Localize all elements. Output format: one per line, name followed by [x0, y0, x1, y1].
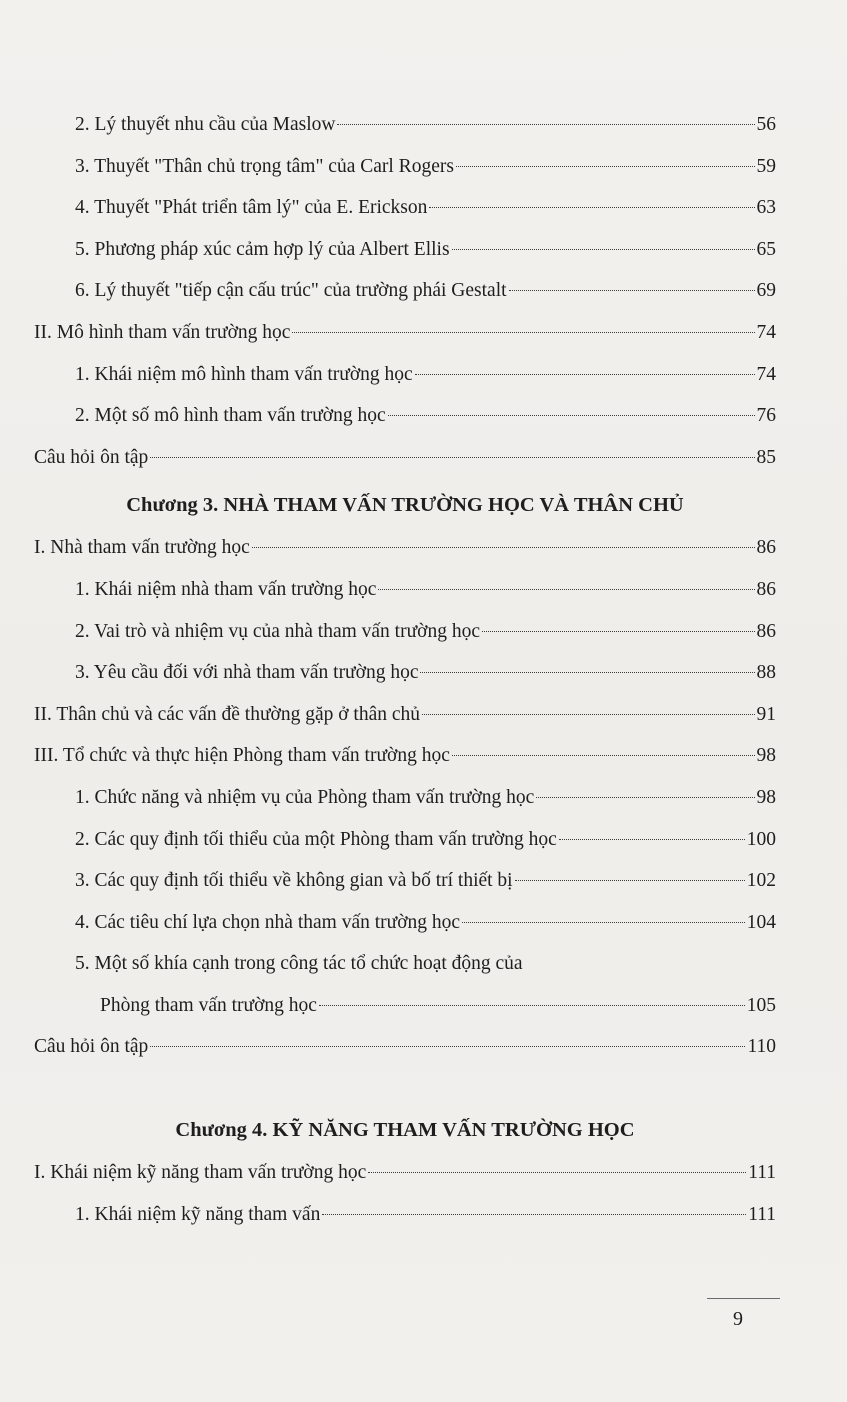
toc-entry-page: 85: [756, 446, 776, 468]
toc-entry: [34, 146, 776, 188]
toc-entry: [34, 312, 776, 354]
toc-entry: [34, 569, 776, 611]
leader-dots: [452, 755, 755, 756]
toc-entry: [34, 1026, 776, 1068]
toc-entry-label: 3. Yêu cầu đối với nhà tham vấn trường học: [75, 662, 419, 684]
toc-entry: [34, 652, 776, 694]
toc-entry: [34, 777, 776, 819]
toc-entry: [34, 437, 776, 479]
leader-dots: [415, 374, 755, 375]
toc-entry: [34, 270, 776, 312]
toc-entry-page: 65: [756, 238, 776, 260]
toc-entry-label: Phòng tham vấn trường học: [100, 994, 317, 1016]
leader-dots: [378, 589, 754, 590]
toc-entry-page: 69: [756, 280, 776, 302]
leader-dots: [559, 839, 745, 840]
toc-entry-page: 86: [756, 578, 776, 600]
toc-entry-label: 5. Phương pháp xúc cảm hợp lý của Albert Ellis: [75, 238, 450, 260]
toc-entry: [34, 860, 776, 902]
toc-entry-page: 59: [756, 155, 776, 177]
table-of-contents: [34, 104, 776, 1235]
toc-entry-label: 3. Thuyết "Thân chủ trọng tâm" của Carl Rogers: [75, 155, 454, 177]
toc-entry-label: 1. Khái niệm mô hình tham vấn trường học: [75, 363, 413, 385]
toc-entry-label: 2. Vai trò và nhiệm vụ của nhà tham vấn trường học: [75, 620, 481, 642]
toc-entry-page: 56: [756, 114, 776, 135]
toc-entry-page: 110: [747, 1036, 776, 1058]
toc-entry: [34, 187, 776, 229]
toc-entry-label: II. Thân chủ và các vấn đề thường gặp ở thân chủ: [34, 703, 421, 725]
toc-entry-page: 98: [756, 745, 776, 767]
leader-dots: [322, 1214, 746, 1215]
toc-entry-page: 105: [746, 994, 776, 1016]
leader-dots: [509, 290, 755, 291]
toc-entry-label: I. Khái niệm kỹ năng tham vấn trường học: [34, 1162, 367, 1184]
chapter-heading: Chương 4. KỸ NĂNG THAM VẤN TRƯỜNG HỌC: [175, 1119, 635, 1142]
toc-entry-label: II. Mô hình tham vấn trường học: [34, 321, 291, 343]
toc-entry-page: 74: [756, 363, 776, 385]
toc-entry: [34, 694, 776, 736]
leader-dots: [252, 547, 755, 548]
leader-dots: [462, 922, 745, 923]
leader-dots: [420, 672, 754, 673]
toc-entry-label: 4. Các tiêu chí lựa chọn nhà tham vấn trường học: [75, 911, 461, 933]
toc-entry-page: 88: [756, 662, 776, 684]
leader-dots: [515, 880, 745, 881]
leader-dots: [536, 797, 754, 798]
toc-entry: [34, 1152, 776, 1194]
toc-entry-label: 1. Khái niệm kỹ năng tham vấn: [75, 1203, 321, 1225]
toc-entry-label: 2. Các quy định tối thiểu của một Phòng tham vấn trường học: [75, 828, 557, 850]
toc-entry-label: 6. Lý thuyết "tiếp cận cấu trúc" của trường phái Gestalt: [75, 280, 507, 302]
toc-entry-page: 74: [756, 321, 776, 343]
toc-entry-label: III. Tổ chức và thực hiện Phòng tham vấn trường học: [34, 745, 450, 767]
toc-entry-page: 98: [756, 786, 776, 808]
toc-entry: [34, 735, 776, 777]
toc-entry-label: 4. Thuyết "Phát triển tâm lý" của E. Erickson: [75, 197, 428, 219]
leader-dots: [150, 1046, 745, 1047]
toc-entry: [34, 819, 776, 861]
leader-dots: [368, 1172, 746, 1173]
toc-entry: [34, 229, 776, 271]
leader-dots: [456, 166, 755, 167]
toc-entry-page: 100: [746, 828, 776, 850]
toc-entry-label: I. Nhà tham vấn trường học: [34, 537, 250, 559]
toc-entry: [34, 1194, 776, 1236]
toc-entry: [34, 395, 776, 437]
toc-entry-continuation: [34, 985, 776, 1027]
leader-dots: [388, 415, 755, 416]
toc-entry: [34, 611, 776, 653]
chapter-heading: Chương 3. NHÀ THAM VẤN TRƯỜNG HỌC VÀ THÂN CHỦ: [126, 494, 684, 517]
toc-entry-page: 76: [756, 405, 776, 427]
toc-entry-label: Câu hỏi ôn tập: [34, 1036, 149, 1058]
toc-entry-label: 1. Khái niệm nhà tham vấn trường học: [75, 578, 377, 600]
toc-entry-page: 111: [748, 1203, 776, 1225]
toc-entry-page: 86: [756, 620, 776, 642]
toc-entry-label: 3. Các quy định tối thiểu về không gian và bố trí thiết bị: [75, 870, 513, 892]
footer-divider: [707, 1298, 780, 1299]
toc-entry: [34, 902, 776, 944]
leader-dots: [150, 457, 754, 458]
leader-dots: [319, 1005, 745, 1006]
toc-entry-page: 111: [748, 1162, 776, 1184]
toc-entry: [34, 527, 776, 569]
leader-dots: [292, 332, 754, 333]
toc-entry: [34, 104, 776, 146]
toc-entry-page: 63: [756, 197, 776, 219]
toc-entry-page: 102: [746, 870, 776, 892]
page-number: 9: [733, 1308, 743, 1330]
toc-entry-label: 2. Một số mô hình tham vấn trường học: [75, 405, 386, 427]
toc-entry-page: 91: [756, 703, 776, 725]
toc-entry: [34, 943, 776, 985]
toc-entry-label: 2. Lý thuyết nhu cầu của Maslow: [75, 114, 336, 135]
toc-entry-label: 1. Chức năng và nhiệm vụ của Phòng tham vấn trường học: [75, 786, 535, 808]
leader-dots: [452, 249, 755, 250]
leader-dots: [429, 207, 754, 208]
toc-entry-page: 86: [756, 537, 776, 559]
toc-entry-page: 104: [746, 911, 776, 933]
toc-entry-label: 5. Một số khía cạnh trong công tác tổ chức hoạt động của: [75, 953, 523, 975]
leader-dots: [337, 124, 754, 125]
leader-dots: [422, 714, 754, 715]
toc-entry: [34, 354, 776, 396]
toc-entry-label: Câu hỏi ôn tập: [34, 446, 149, 468]
leader-dots: [482, 631, 754, 632]
